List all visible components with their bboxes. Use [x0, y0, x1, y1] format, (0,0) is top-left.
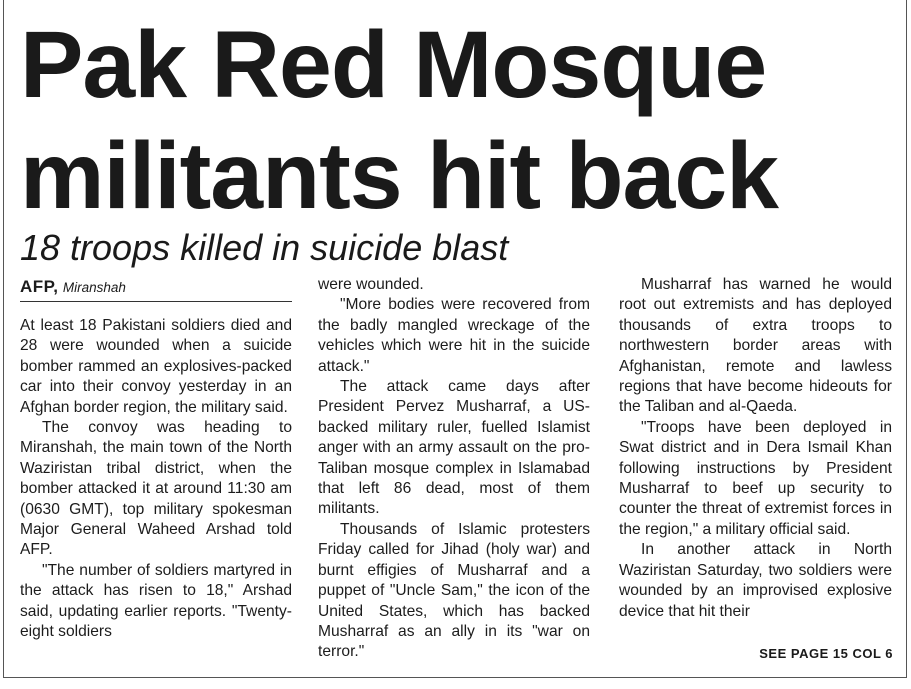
paragraph: The convoy was heading to Miranshah, the main town of the North Waziristan tribal district, when the bomber attacked it at around 11:30 am (0630 GMT), top military spokesman Major General Waheed Arshad told AFP. [20, 419, 292, 559]
paragraph: "The number of soldiers martyred in the attack has risen to 18," Arshad said, updating earlier reports. "Twenty-eight soldiers [20, 561, 292, 641]
headline: Pak Red Mosque militants hit back [20, 12, 779, 229]
paragraph: The attack came days after President Pervez Musharraf, a US-backed military ruler, fuelled Islamist anger with an army assault on the pro-Taliban mosque complex in Islamabad that left 86 dead, most of them militants. [318, 378, 590, 518]
left-border-rule [3, 0, 4, 678]
article-column-2 [318, 275, 590, 663]
subheadline: 18 troops killed in suicide blast [20, 227, 509, 268]
paragraph: were wounded. [318, 276, 424, 293]
paragraph: In another attack in North Waziristan Saturday, two soldiers were wounded by an improvised explosive device that hit their [619, 541, 892, 620]
article-column-3 [619, 275, 892, 622]
paragraph: At least 18 Pakistani soldiers died and 28 were wounded when a suicide bomber rammed an explosives-packed car into their convoy yesterday in an Afghan border region, the military said. [20, 317, 292, 416]
byline-agency: AFP, [20, 277, 59, 296]
paragraph: Musharraf has warned he would root out extremists and has deployed thousands of extra troops to northwestern border areas with Afghanistan, remote and lawless regions that have become hideouts for the Taliban and al-Qaeda. [619, 276, 892, 416]
paragraph: "Troops have been deployed in Swat district and in Dera Ismail Khan following instructions by President Musharraf to beef up security to counter the threat of extremist forces in the region," a military official said. [619, 418, 892, 538]
byline-dateline: Miranshah [62, 280, 126, 295]
jump-line: SEE PAGE 15 COL 6 [759, 646, 893, 661]
article-column-1 [20, 275, 292, 643]
paragraph: Thousands of Islamic protesters Friday called for Jihad (holy war) and burnt effigies of Musharraf and a puppet of "Uncle Sam," the icon of the United States, which has backed Musharraf as an ally in its "war on terror." [318, 520, 590, 661]
right-border-rule [906, 0, 907, 678]
paragraph: "More bodies were recovered from the badly mangled wreckage of the vehicles which were hit in the suicide attack." [318, 296, 590, 375]
bottom-border-rule [3, 677, 907, 678]
byline [20, 275, 292, 302]
